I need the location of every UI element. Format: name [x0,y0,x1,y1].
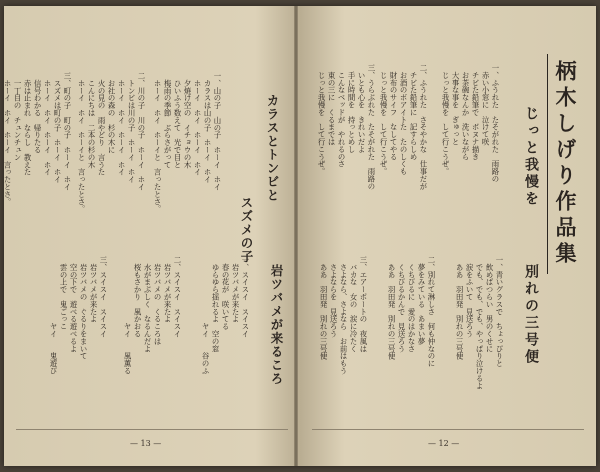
song-title-swallow: 岩ツバメが来るころ [269,264,284,386]
song-crow-verse-1: 一、山の子 山の子 ホーイ ホイ カラスは山の子 ホーイ ホイ ホーイ ホイ ホーイ ホイ 夕焼け空の イチョウの木 ひいふう数えて 光で目と 梅雨の季節 ぶらさがって ホーイ ホイ ホーイと 言ったとさ。 [153,72,222,213]
flight-verse-2: 二、別れて淋しさ 何も仲なのに 夢をみている あまい夢 くちびるに 愛のはかなさ くちびるかんで 見送ろう ああ 羽田発 別れの三号便 [387,256,436,367]
book-title: 柄木しげり作品集 [547,54,582,274]
song-swallow-verse-3: 三、スイスイ スイスイ 岩ツバメが来たよ 岩ツバメの ぐるりをまいて 空の下で 遊べる遊べるよ 雲の上で 鬼ごっこ ヤイ 鬼遊び [49,256,108,375]
song-crow-verse-2: 二、川の子 川の子 ホーイ ホイ トンビは川の子 ホーイ ホイ ホーイ ホイ ホーイ ホイ お社の森の 杉の木に 火の見の 雨やどり 言うた こんにちは 二本の杉の木 ホーイ ホイ ホーイと 言ったとさ。 [77,72,146,213]
song-swallow-verse-1: 一、スイスイ スイスイ 岩ツバメが来たよ 春の花が 咲いてる ゆらゆら揺れるよ 空の窓 ヤイ 谷のふ [201,256,250,375]
right-page-rule [312,429,584,430]
flight-verse-1: 一、青いグラスで ちょっぴりと 飲めばつらい 男のくせに でも、でも、でも、やっぱり泣けるよ 涙をふいて 見送ろう ああ 羽田発 別れの三号便 [455,256,504,390]
song-swallow-verse-2: 二、スイスイ スイスイ 岩ツバメが来たよ 岩ツバメの くるころは 水がまぶしく なるんだよ 桜もさかり 風かおる ヤイ 風薫る [123,256,182,375]
right-page-folio: — 12 — [428,439,460,448]
flight-verse-3: 三、エアーポートの 夜風は バカな 女の 涙に冷たく さよなら、さよなら お前はもう さよならを 見送ろう ああ 羽田発 別れの三号便 [319,256,368,375]
right-page [300,6,596,466]
left-page-rule [16,429,288,430]
intro-verse-1: 一、ふうれた たそがれた 雨路の 赤い小窓に 泣けて咲 チビた鉛筆で ボヌナ描き お茶碗なんか 洗いながら 大事な事を ぎゅっと じっと我慢を して行こうぜ。 [441,64,500,183]
intro-verse-2: 二、ふうれた さそやかな 仕事だが チビた鉛筆に 記すらしめ お酒のボアイトた たのしくも 財布のサイフ なしてやる じっと我慢を して行こうぜ。 [379,64,428,190]
book-gutter [294,6,298,466]
song-title-crow-2: スズメの子 [239,196,254,264]
book-spread [4,6,596,466]
left-page-folio: — 13 — [130,439,162,448]
intro-title: じっと我慢を [523,106,539,208]
intro-verse-3: 三、うらぶれた たそがれた 雨路の いとも心を きれいだよ 手に時間を 持っとめし こんなベッドが やれるのさ 東の三に くるまでは じっと我慢を して行こうぜ。 [317,64,376,190]
song-crow-verse-3: 三、町の子 町の子 ホーイ ホイ スズメは町の子 ホーイ ホイ ホーイ ホイ ホーイ ホイ 信号わかる 帰りたる 赤は止まれ ならし 教えた 一丁目の チュンチュン ホーイ ホイ ホーイ 言ったとさ。 [3,72,72,206]
song-title-crow: カラスとトンビと [265,94,280,202]
song-title-flight: 別れの三号便 [523,264,539,366]
left-page [4,6,300,466]
